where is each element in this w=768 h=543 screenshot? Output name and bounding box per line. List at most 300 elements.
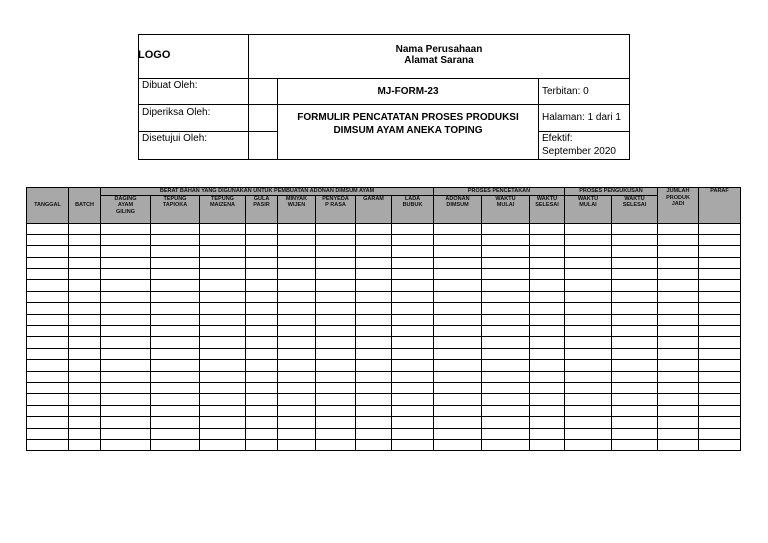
table-cell[interactable] — [200, 269, 246, 280]
table-cell[interactable] — [27, 303, 69, 314]
table-cell[interactable] — [699, 314, 741, 325]
table-cell[interactable] — [101, 371, 151, 382]
table-cell[interactable] — [27, 337, 69, 348]
table-cell[interactable] — [278, 382, 316, 393]
table-cell[interactable] — [356, 348, 392, 359]
table-cell[interactable] — [612, 439, 658, 450]
table-cell[interactable] — [27, 360, 69, 371]
table-cell[interactable] — [246, 326, 278, 337]
table-cell[interactable] — [246, 360, 278, 371]
table-cell[interactable] — [612, 303, 658, 314]
table-cell[interactable] — [69, 257, 101, 268]
table-cell[interactable] — [434, 269, 482, 280]
table-cell[interactable] — [200, 337, 246, 348]
table-cell[interactable] — [278, 234, 316, 245]
table-cell[interactable] — [278, 269, 316, 280]
table-cell[interactable] — [356, 382, 392, 393]
table-cell[interactable] — [565, 394, 612, 405]
table-cell[interactable] — [316, 291, 356, 302]
table-cell[interactable] — [699, 348, 741, 359]
table-cell[interactable] — [699, 246, 741, 257]
table-cell[interactable] — [658, 246, 699, 257]
table-cell[interactable] — [27, 314, 69, 325]
table-cell[interactable] — [482, 428, 530, 439]
table-cell[interactable] — [278, 417, 316, 428]
table-cell[interactable] — [434, 394, 482, 405]
table-cell[interactable] — [612, 280, 658, 291]
table-cell[interactable] — [200, 417, 246, 428]
table-cell[interactable] — [658, 291, 699, 302]
table-cell[interactable] — [482, 223, 530, 234]
table-cell[interactable] — [482, 405, 530, 416]
table-cell[interactable] — [246, 280, 278, 291]
table-cell[interactable] — [699, 291, 741, 302]
table-cell[interactable] — [699, 280, 741, 291]
table-cell[interactable] — [151, 337, 200, 348]
table-cell[interactable] — [356, 326, 392, 337]
table-cell[interactable] — [200, 303, 246, 314]
table-cell[interactable] — [27, 371, 69, 382]
table-cell[interactable] — [27, 382, 69, 393]
table-cell[interactable] — [356, 269, 392, 280]
table-cell[interactable] — [246, 269, 278, 280]
table-cell[interactable] — [27, 246, 69, 257]
table-cell[interactable] — [612, 348, 658, 359]
table-cell[interactable] — [565, 234, 612, 245]
table-cell[interactable] — [565, 371, 612, 382]
table-cell[interactable] — [434, 428, 482, 439]
table-cell[interactable] — [69, 326, 101, 337]
table-cell[interactable] — [200, 314, 246, 325]
table-cell[interactable] — [316, 337, 356, 348]
table-cell[interactable] — [278, 360, 316, 371]
table-cell[interactable] — [356, 371, 392, 382]
table-cell[interactable] — [278, 280, 316, 291]
table-cell[interactable] — [482, 360, 530, 371]
table-cell[interactable] — [392, 257, 434, 268]
table-cell[interactable] — [392, 405, 434, 416]
table-cell[interactable] — [316, 280, 356, 291]
table-cell[interactable] — [530, 280, 565, 291]
table-cell[interactable] — [27, 234, 69, 245]
table-cell[interactable] — [246, 382, 278, 393]
table-cell[interactable] — [356, 246, 392, 257]
table-cell[interactable] — [530, 428, 565, 439]
table-cell[interactable] — [530, 291, 565, 302]
table-cell[interactable] — [356, 291, 392, 302]
table-cell[interactable] — [658, 428, 699, 439]
table-cell[interactable] — [151, 371, 200, 382]
table-cell[interactable] — [151, 394, 200, 405]
table-cell[interactable] — [101, 291, 151, 302]
table-cell[interactable] — [699, 269, 741, 280]
table-cell[interactable] — [27, 348, 69, 359]
table-cell[interactable] — [612, 428, 658, 439]
table-cell[interactable] — [565, 382, 612, 393]
table-cell[interactable] — [101, 337, 151, 348]
table-cell[interactable] — [699, 382, 741, 393]
table-cell[interactable] — [434, 360, 482, 371]
table-cell[interactable] — [316, 371, 356, 382]
table-cell[interactable] — [565, 405, 612, 416]
table-cell[interactable] — [434, 337, 482, 348]
table-cell[interactable] — [530, 223, 565, 234]
table-cell[interactable] — [151, 280, 200, 291]
table-cell[interactable] — [316, 246, 356, 257]
table-cell[interactable] — [612, 337, 658, 348]
table-cell[interactable] — [151, 234, 200, 245]
table-cell[interactable] — [69, 371, 101, 382]
table-cell[interactable] — [246, 246, 278, 257]
table-cell[interactable] — [482, 371, 530, 382]
table-cell[interactable] — [151, 291, 200, 302]
table-cell[interactable] — [658, 439, 699, 450]
table-cell[interactable] — [530, 439, 565, 450]
table-cell[interactable] — [69, 337, 101, 348]
table-cell[interactable] — [530, 303, 565, 314]
table-cell[interactable] — [101, 405, 151, 416]
table-cell[interactable] — [101, 439, 151, 450]
table-cell[interactable] — [612, 382, 658, 393]
table-cell[interactable] — [658, 280, 699, 291]
table-cell[interactable] — [278, 337, 316, 348]
table-cell[interactable] — [151, 257, 200, 268]
table-cell[interactable] — [316, 257, 356, 268]
table-cell[interactable] — [699, 439, 741, 450]
table-cell[interactable] — [316, 348, 356, 359]
table-cell[interactable] — [612, 405, 658, 416]
table-cell[interactable] — [699, 360, 741, 371]
table-cell[interactable] — [278, 314, 316, 325]
table-cell[interactable] — [246, 405, 278, 416]
table-cell[interactable] — [699, 337, 741, 348]
table-cell[interactable] — [69, 314, 101, 325]
table-cell[interactable] — [101, 428, 151, 439]
table-cell[interactable] — [612, 360, 658, 371]
table-cell[interactable] — [392, 314, 434, 325]
table-cell[interactable] — [392, 337, 434, 348]
table-cell[interactable] — [27, 326, 69, 337]
table-cell[interactable] — [246, 337, 278, 348]
table-cell[interactable] — [699, 405, 741, 416]
table-cell[interactable] — [151, 417, 200, 428]
table-cell[interactable] — [699, 428, 741, 439]
table-cell[interactable] — [392, 417, 434, 428]
table-cell[interactable] — [434, 280, 482, 291]
table-cell[interactable] — [246, 291, 278, 302]
table-cell[interactable] — [612, 234, 658, 245]
table-cell[interactable] — [69, 246, 101, 257]
table-cell[interactable] — [356, 257, 392, 268]
table-cell[interactable] — [200, 428, 246, 439]
table-cell[interactable] — [658, 382, 699, 393]
table-cell[interactable] — [482, 234, 530, 245]
table-cell[interactable] — [565, 417, 612, 428]
table-cell[interactable] — [658, 223, 699, 234]
table-cell[interactable] — [246, 417, 278, 428]
table-cell[interactable] — [200, 246, 246, 257]
table-cell[interactable] — [699, 417, 741, 428]
table-cell[interactable] — [658, 303, 699, 314]
table-cell[interactable] — [658, 314, 699, 325]
table-cell[interactable] — [612, 269, 658, 280]
table-cell[interactable] — [565, 326, 612, 337]
table-cell[interactable] — [658, 234, 699, 245]
table-cell[interactable] — [482, 257, 530, 268]
table-cell[interactable] — [27, 257, 69, 268]
table-cell[interactable] — [434, 303, 482, 314]
table-cell[interactable] — [246, 234, 278, 245]
table-cell[interactable] — [278, 223, 316, 234]
table-cell[interactable] — [200, 405, 246, 416]
table-cell[interactable] — [530, 246, 565, 257]
table-cell[interactable] — [482, 348, 530, 359]
table-cell[interactable] — [200, 223, 246, 234]
table-cell[interactable] — [69, 428, 101, 439]
table-cell[interactable] — [392, 428, 434, 439]
table-cell[interactable] — [101, 223, 151, 234]
table-cell[interactable] — [27, 439, 69, 450]
table-cell[interactable] — [101, 326, 151, 337]
table-cell[interactable] — [565, 314, 612, 325]
table-cell[interactable] — [612, 417, 658, 428]
table-cell[interactable] — [101, 314, 151, 325]
table-cell[interactable] — [200, 360, 246, 371]
table-cell[interactable] — [356, 223, 392, 234]
table-cell[interactable] — [482, 394, 530, 405]
table-cell[interactable] — [151, 314, 200, 325]
table-cell[interactable] — [356, 439, 392, 450]
table-cell[interactable] — [612, 291, 658, 302]
table-cell[interactable] — [69, 439, 101, 450]
table-cell[interactable] — [316, 405, 356, 416]
table-cell[interactable] — [27, 394, 69, 405]
table-cell[interactable] — [101, 257, 151, 268]
table-cell[interactable] — [530, 371, 565, 382]
table-cell[interactable] — [246, 428, 278, 439]
table-cell[interactable] — [565, 280, 612, 291]
table-cell[interactable] — [392, 280, 434, 291]
table-cell[interactable] — [200, 382, 246, 393]
table-cell[interactable] — [530, 314, 565, 325]
table-cell[interactable] — [151, 382, 200, 393]
table-cell[interactable] — [612, 326, 658, 337]
table-cell[interactable] — [101, 303, 151, 314]
table-cell[interactable] — [434, 417, 482, 428]
table-cell[interactable] — [151, 269, 200, 280]
table-cell[interactable] — [658, 269, 699, 280]
table-cell[interactable] — [246, 394, 278, 405]
table-cell[interactable] — [316, 223, 356, 234]
table-cell[interactable] — [69, 382, 101, 393]
table-cell[interactable] — [565, 291, 612, 302]
table-cell[interactable] — [200, 257, 246, 268]
table-cell[interactable] — [658, 417, 699, 428]
table-cell[interactable] — [434, 291, 482, 302]
table-cell[interactable] — [27, 223, 69, 234]
table-cell[interactable] — [101, 417, 151, 428]
table-cell[interactable] — [69, 394, 101, 405]
table-cell[interactable] — [392, 246, 434, 257]
table-cell[interactable] — [200, 234, 246, 245]
table-cell[interactable] — [246, 314, 278, 325]
table-cell[interactable] — [565, 439, 612, 450]
table-cell[interactable] — [658, 348, 699, 359]
table-cell[interactable] — [151, 246, 200, 257]
table-cell[interactable] — [101, 382, 151, 393]
table-cell[interactable] — [356, 405, 392, 416]
table-cell[interactable] — [151, 405, 200, 416]
table-cell[interactable] — [316, 417, 356, 428]
table-cell[interactable] — [612, 394, 658, 405]
table-cell[interactable] — [101, 246, 151, 257]
table-cell[interactable] — [482, 417, 530, 428]
table-cell[interactable] — [434, 223, 482, 234]
table-cell[interactable] — [530, 348, 565, 359]
table-cell[interactable] — [434, 371, 482, 382]
table-cell[interactable] — [530, 257, 565, 268]
table-cell[interactable] — [658, 394, 699, 405]
table-cell[interactable] — [316, 326, 356, 337]
table-cell[interactable] — [658, 405, 699, 416]
table-cell[interactable] — [434, 405, 482, 416]
table-cell[interactable] — [278, 405, 316, 416]
table-cell[interactable] — [278, 291, 316, 302]
table-cell[interactable] — [356, 360, 392, 371]
table-cell[interactable] — [27, 417, 69, 428]
table-cell[interactable] — [565, 269, 612, 280]
table-cell[interactable] — [434, 326, 482, 337]
table-cell[interactable] — [246, 371, 278, 382]
table-cell[interactable] — [278, 257, 316, 268]
table-cell[interactable] — [658, 326, 699, 337]
table-cell[interactable] — [356, 303, 392, 314]
table-cell[interactable] — [699, 394, 741, 405]
table-cell[interactable] — [565, 246, 612, 257]
table-cell[interactable] — [356, 394, 392, 405]
table-cell[interactable] — [278, 394, 316, 405]
table-cell[interactable] — [434, 348, 482, 359]
table-cell[interactable] — [434, 234, 482, 245]
table-cell[interactable] — [200, 291, 246, 302]
table-cell[interactable] — [69, 303, 101, 314]
table-cell[interactable] — [246, 257, 278, 268]
table-cell[interactable] — [612, 314, 658, 325]
table-cell[interactable] — [565, 337, 612, 348]
table-cell[interactable] — [27, 428, 69, 439]
table-cell[interactable] — [392, 269, 434, 280]
table-cell[interactable] — [101, 348, 151, 359]
table-cell[interactable] — [612, 223, 658, 234]
table-cell[interactable] — [278, 428, 316, 439]
table-cell[interactable] — [200, 371, 246, 382]
table-cell[interactable] — [246, 223, 278, 234]
table-cell[interactable] — [101, 234, 151, 245]
table-cell[interactable] — [434, 382, 482, 393]
table-cell[interactable] — [151, 303, 200, 314]
table-cell[interactable] — [316, 303, 356, 314]
table-cell[interactable] — [699, 371, 741, 382]
table-cell[interactable] — [356, 417, 392, 428]
table-cell[interactable] — [278, 371, 316, 382]
table-cell[interactable] — [356, 428, 392, 439]
table-cell[interactable] — [101, 360, 151, 371]
table-cell[interactable] — [699, 234, 741, 245]
table-cell[interactable] — [356, 314, 392, 325]
table-cell[interactable] — [530, 234, 565, 245]
table-cell[interactable] — [392, 360, 434, 371]
table-cell[interactable] — [612, 257, 658, 268]
table-cell[interactable] — [27, 280, 69, 291]
table-cell[interactable] — [392, 223, 434, 234]
table-cell[interactable] — [101, 269, 151, 280]
table-cell[interactable] — [392, 371, 434, 382]
table-cell[interactable] — [200, 439, 246, 450]
table-cell[interactable] — [482, 314, 530, 325]
table-cell[interactable] — [200, 326, 246, 337]
table-cell[interactable] — [392, 382, 434, 393]
table-cell[interactable] — [200, 280, 246, 291]
table-cell[interactable] — [151, 223, 200, 234]
table-cell[interactable] — [565, 303, 612, 314]
table-cell[interactable] — [565, 257, 612, 268]
table-cell[interactable] — [658, 360, 699, 371]
table-cell[interactable] — [151, 360, 200, 371]
table-cell[interactable] — [699, 257, 741, 268]
table-cell[interactable] — [658, 257, 699, 268]
table-cell[interactable] — [69, 360, 101, 371]
table-cell[interactable] — [278, 303, 316, 314]
table-cell[interactable] — [699, 223, 741, 234]
table-cell[interactable] — [392, 348, 434, 359]
table-cell[interactable] — [356, 234, 392, 245]
table-cell[interactable] — [565, 360, 612, 371]
table-cell[interactable] — [69, 234, 101, 245]
table-cell[interactable] — [278, 348, 316, 359]
table-cell[interactable] — [246, 348, 278, 359]
table-cell[interactable] — [151, 326, 200, 337]
table-cell[interactable] — [482, 269, 530, 280]
table-cell[interactable] — [27, 291, 69, 302]
table-cell[interactable] — [434, 246, 482, 257]
table-cell[interactable] — [530, 326, 565, 337]
table-cell[interactable] — [316, 394, 356, 405]
table-cell[interactable] — [278, 246, 316, 257]
table-cell[interactable] — [482, 291, 530, 302]
table-cell[interactable] — [482, 246, 530, 257]
table-cell[interactable] — [434, 257, 482, 268]
table-cell[interactable] — [69, 405, 101, 416]
table-cell[interactable] — [482, 280, 530, 291]
table-cell[interactable] — [27, 269, 69, 280]
table-cell[interactable] — [530, 337, 565, 348]
table-cell[interactable] — [565, 348, 612, 359]
table-cell[interactable] — [565, 223, 612, 234]
table-cell[interactable] — [392, 439, 434, 450]
table-cell[interactable] — [392, 394, 434, 405]
table-cell[interactable] — [392, 326, 434, 337]
table-cell[interactable] — [482, 337, 530, 348]
table-cell[interactable] — [699, 303, 741, 314]
table-cell[interactable] — [69, 280, 101, 291]
table-cell[interactable] — [316, 382, 356, 393]
table-cell[interactable] — [612, 371, 658, 382]
table-cell[interactable] — [392, 234, 434, 245]
table-cell[interactable] — [27, 405, 69, 416]
table-cell[interactable] — [356, 280, 392, 291]
table-cell[interactable] — [69, 417, 101, 428]
table-cell[interactable] — [658, 371, 699, 382]
